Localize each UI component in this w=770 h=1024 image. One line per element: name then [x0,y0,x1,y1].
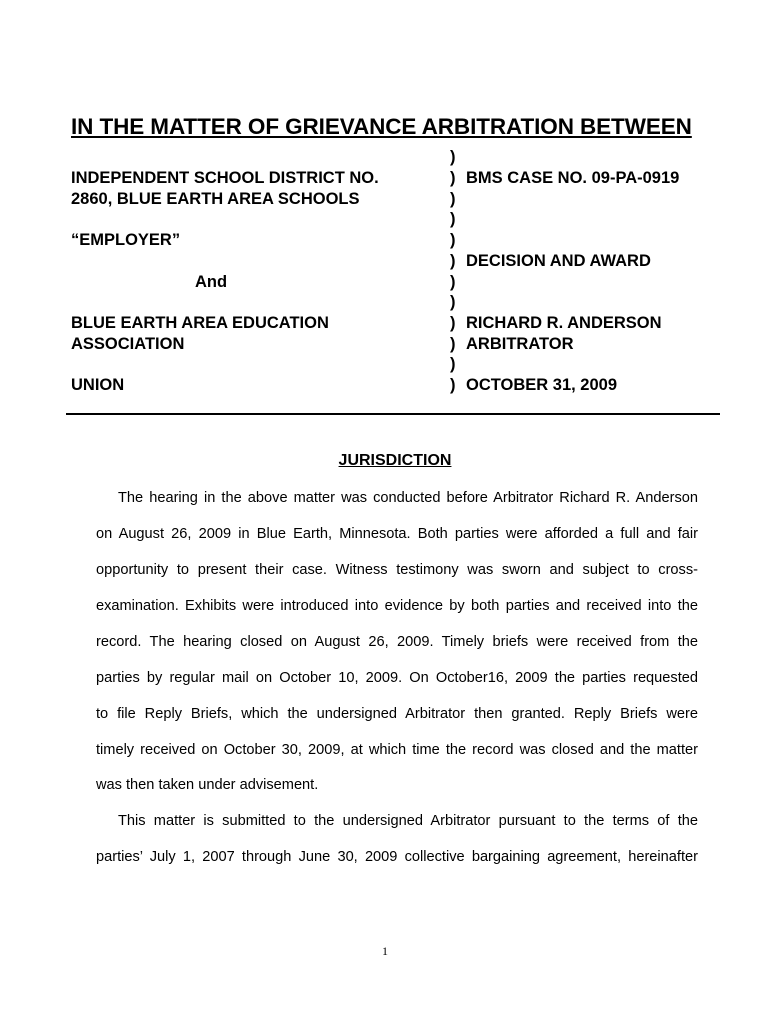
body-text-line: opportunity to present their case. Witness testimony was sworn and subject to cross- [96,562,698,578]
section-heading-jurisdiction: JURISDICTION [338,452,452,469]
union-name-line2: ASSOCIATION [71,335,185,353]
caption-paren: ) [450,355,456,373]
employer-name-line1: INDEPENDENT SCHOOL DISTRICT NO. [71,169,379,187]
decision-and-award-label: DECISION AND AWARD [466,252,651,270]
body-text-line: timely received on October 30, 2009, at which time the record was closed and the matter [96,742,698,758]
body-text-line: The hearing in the above matter was conducted before Arbitrator Richard R. Anderson [118,490,698,506]
caption-paren: ) [450,273,456,291]
caption-paren: ) [450,148,456,166]
caption-paren: ) [450,190,456,208]
decision-date: OCTOBER 31, 2009 [466,376,618,394]
body-text-line: on August 26, 2009 in Blue Earth, Minnesota. Both parties were afforded a full and fair [96,526,698,542]
and-connector: And [195,273,228,291]
union-name-line1: BLUE EARTH AREA EDUCATION [71,314,329,332]
arbitrator-name: RICHARD R. ANDERSON [466,314,662,332]
union-label: UNION [71,376,125,394]
body-text-line: record. The hearing closed on August 26, 2009. Timely briefs were received from the [96,634,698,650]
caption-paren: ) [450,231,456,249]
employer-name-line2: 2860, BLUE EARTH AREA SCHOOLS [71,190,360,208]
body-text-line: parties’ July 1, 2007 through June 30, 2009 collective bargaining agreement, hereinafter [96,849,698,865]
caption-paren: ) [450,210,456,228]
caption-divider [66,413,720,415]
page-number: 1 [382,944,388,958]
caption-paren: ) [450,335,456,353]
body-text-line: examination. Exhibits were introduced into evidence by both parties and received into the [96,598,698,614]
body-text-line: was then taken under advisement. [96,777,319,793]
employer-label: “EMPLOYER” [71,231,181,249]
caption-paren: ) [450,314,456,332]
bms-case-number: BMS CASE NO. 09-PA-0919 [466,169,680,187]
body-text-line: This matter is submitted to the undersigned Arbitrator pursuant to the terms of the [118,813,698,829]
body-text-line: to file Reply Briefs, which the undersigned Arbitrator then granted. Reply Briefs were [96,706,698,722]
caption-paren: ) [450,169,456,187]
body-text-line: parties by regular mail on October 10, 2009. On October16, 2009 the parties requested [96,670,698,686]
arbitrator-title: ARBITRATOR [466,335,574,353]
caption-paren: ) [450,252,456,270]
caption-paren: ) [450,376,456,394]
document-title: IN THE MATTER OF GRIEVANCE ARBITRATION BETWEEN [71,114,692,139]
caption-paren: ) [450,293,456,311]
